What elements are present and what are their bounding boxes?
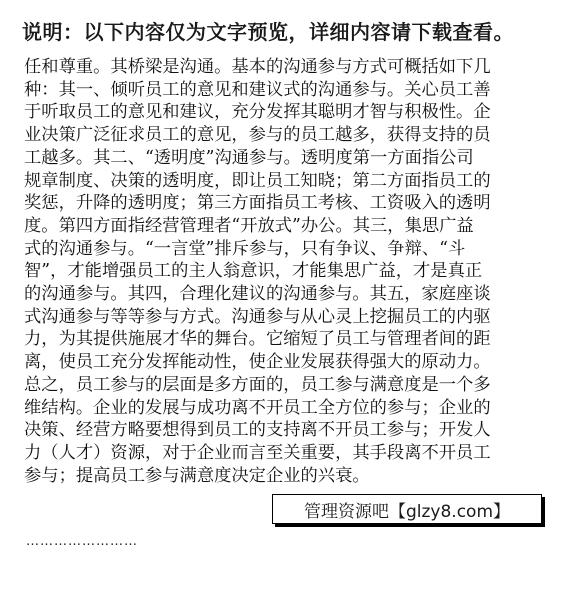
body-line: 离，使员工充分发挥能动性，使企业发展获得强大的原动力。	[24, 352, 491, 373]
body-line: 的沟通参与。其四，合理化建议的沟通参与。其五，家庭座谈	[24, 284, 491, 305]
body-line: 任和尊重。其桥梁是沟通。基本的沟通参与方式可概括如下几	[24, 57, 491, 77]
body-line: 奖惩，升降的透明度；第三方面指员工考核、工资吸入的透明	[24, 193, 491, 214]
body-line: 力，为其提供施展才华的舞台。它缩短了员工与管理者间的距	[24, 329, 491, 350]
body-line: 总之，员工参与的层面是多方面的，员工参与满意度是一个多	[24, 374, 491, 395]
body-line: 于听取员工的意见和建议，充分发挥其聪明才智与积极性。企	[24, 102, 491, 123]
body-line: 业决策广泛征求员工的意见，参与的员工越多，获得支持的员	[24, 125, 491, 146]
body-line: 力（人才）资源，对于企业而言至关重要，其手段离不开员工	[24, 442, 491, 463]
watermark-banner: 管理资源吧【glzy8.com】	[272, 494, 542, 524]
body-line: 度。第四方面指经营管理者“开放式”办公。其三，集思广益	[24, 215, 474, 236]
body-line: 式的沟通参与。“一言堂”排斥参与，只有争议、争辩、“斗	[24, 238, 466, 259]
body-line: 式沟通参与等等参与方式。沟通参与从心灵上挖掘员工的内驱	[24, 306, 491, 327]
body-line: 工越多。其二、“透明度”沟通参与。透明度第一方面指公司	[24, 147, 474, 168]
body-line: 维结构。企业的发展与成功离不开员工全方位的参与；企业的	[24, 397, 491, 418]
body-line: 参与；提高员工参与满意度决定企业的兴衰。	[24, 465, 370, 486]
body-line: 决策、经营方略要想得到员工的支持离不开员工参与；开发人	[24, 420, 491, 441]
preview-notice: 说明：以下内容仅为文字预览，详细内容请下载查看。	[22, 20, 514, 44]
body-line: 规章制度、决策的透明度，即让员工知晓；第二方面指员工的	[24, 170, 491, 191]
ellipsis-dots: ……………………	[26, 534, 138, 549]
body-line: 种：其一、倾听员工的意见和建议式的沟通参与。关心员工善	[24, 79, 491, 100]
body-line: 智”，才能增强员工的主人翁意识，才能集思广益，才是真正	[24, 261, 483, 282]
document-body	[24, 56, 554, 487]
